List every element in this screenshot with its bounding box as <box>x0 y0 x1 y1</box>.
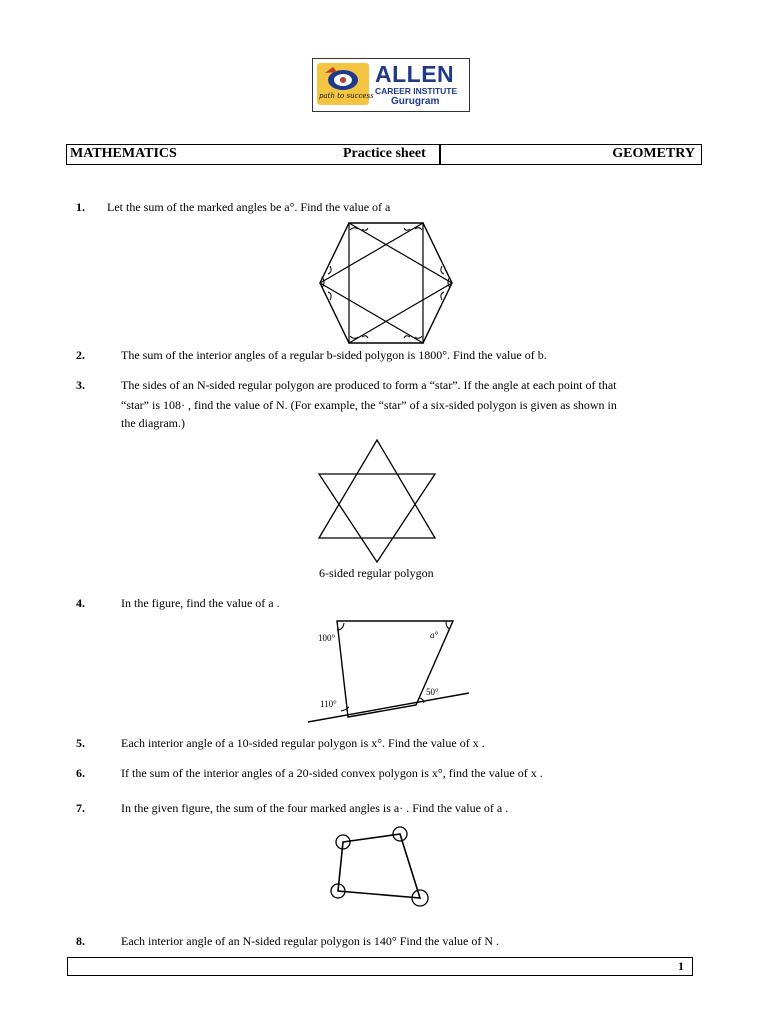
question-text: If the sum of the interior angles of a 20-sided convex polygon is x°, find the value of x . <box>121 766 543 780</box>
hexagon-star-figure <box>318 222 454 344</box>
sheet-header <box>66 144 702 165</box>
logo-subtitle: CAREER INSTITUTE <box>375 86 458 96</box>
sheet-label: Practice sheet <box>343 146 426 161</box>
quadrilateral-circles-figure <box>324 822 436 912</box>
question-text: In the given figure, the sum of the four marked angles is a· . Find the value of a . <box>121 801 509 815</box>
question-text: Each interior angle of an N-sided regular polygon is 140° Find the value of N . <box>121 934 500 948</box>
question-number: 4. <box>76 596 85 610</box>
question-number: 1. <box>76 200 85 214</box>
question-text-line: the diagram.) <box>121 416 185 430</box>
star-figure <box>318 438 438 564</box>
question-number: 2. <box>76 348 85 362</box>
question-text: The sum of the interior angles of a regular b-sided polygon is 1800°. Find the value of b. <box>121 348 547 362</box>
logo-city: Gurugram <box>391 96 440 107</box>
allen-logo <box>312 58 470 112</box>
quadrilateral-on-line-figure <box>306 616 472 728</box>
question-number: 7. <box>76 801 85 815</box>
question-number: 3. <box>76 378 85 392</box>
angle-label: 50° <box>426 687 439 697</box>
question-text: Let the sum of the marked angles be a°. Find the value of a <box>107 200 391 214</box>
figure-caption: 6-sided regular polygon <box>319 566 434 580</box>
question-number: 6. <box>76 766 85 780</box>
question-number: 8. <box>76 934 85 948</box>
angle-label: a° <box>430 630 439 640</box>
question-text-line: “star” is 108· , find the value of N. (For example, the “star” of a six-sided polygon is given as shown in <box>121 398 617 412</box>
question-text: Each interior angle of a 10-sided regular polygon is x°. Find the value of x . <box>121 736 485 750</box>
question-number: 5. <box>76 736 85 750</box>
logo-tagline: path to success <box>319 92 374 100</box>
question-text: In the figure, find the value of a . <box>121 596 280 610</box>
subject-label: MATHEMATICS <box>70 146 177 161</box>
logo-brand: ALLEN <box>375 61 455 87</box>
angle-label: 110° <box>320 699 337 709</box>
topic-label: GEOMETRY <box>612 146 695 161</box>
angle-label: 100° <box>318 633 336 643</box>
page-number: 1 <box>678 959 684 973</box>
header-divider <box>439 144 441 165</box>
page-footer <box>67 957 693 976</box>
question-text-line: The sides of an N-sided regular polygon are produced to form a “star”. If the angle at each point of that <box>121 378 617 392</box>
